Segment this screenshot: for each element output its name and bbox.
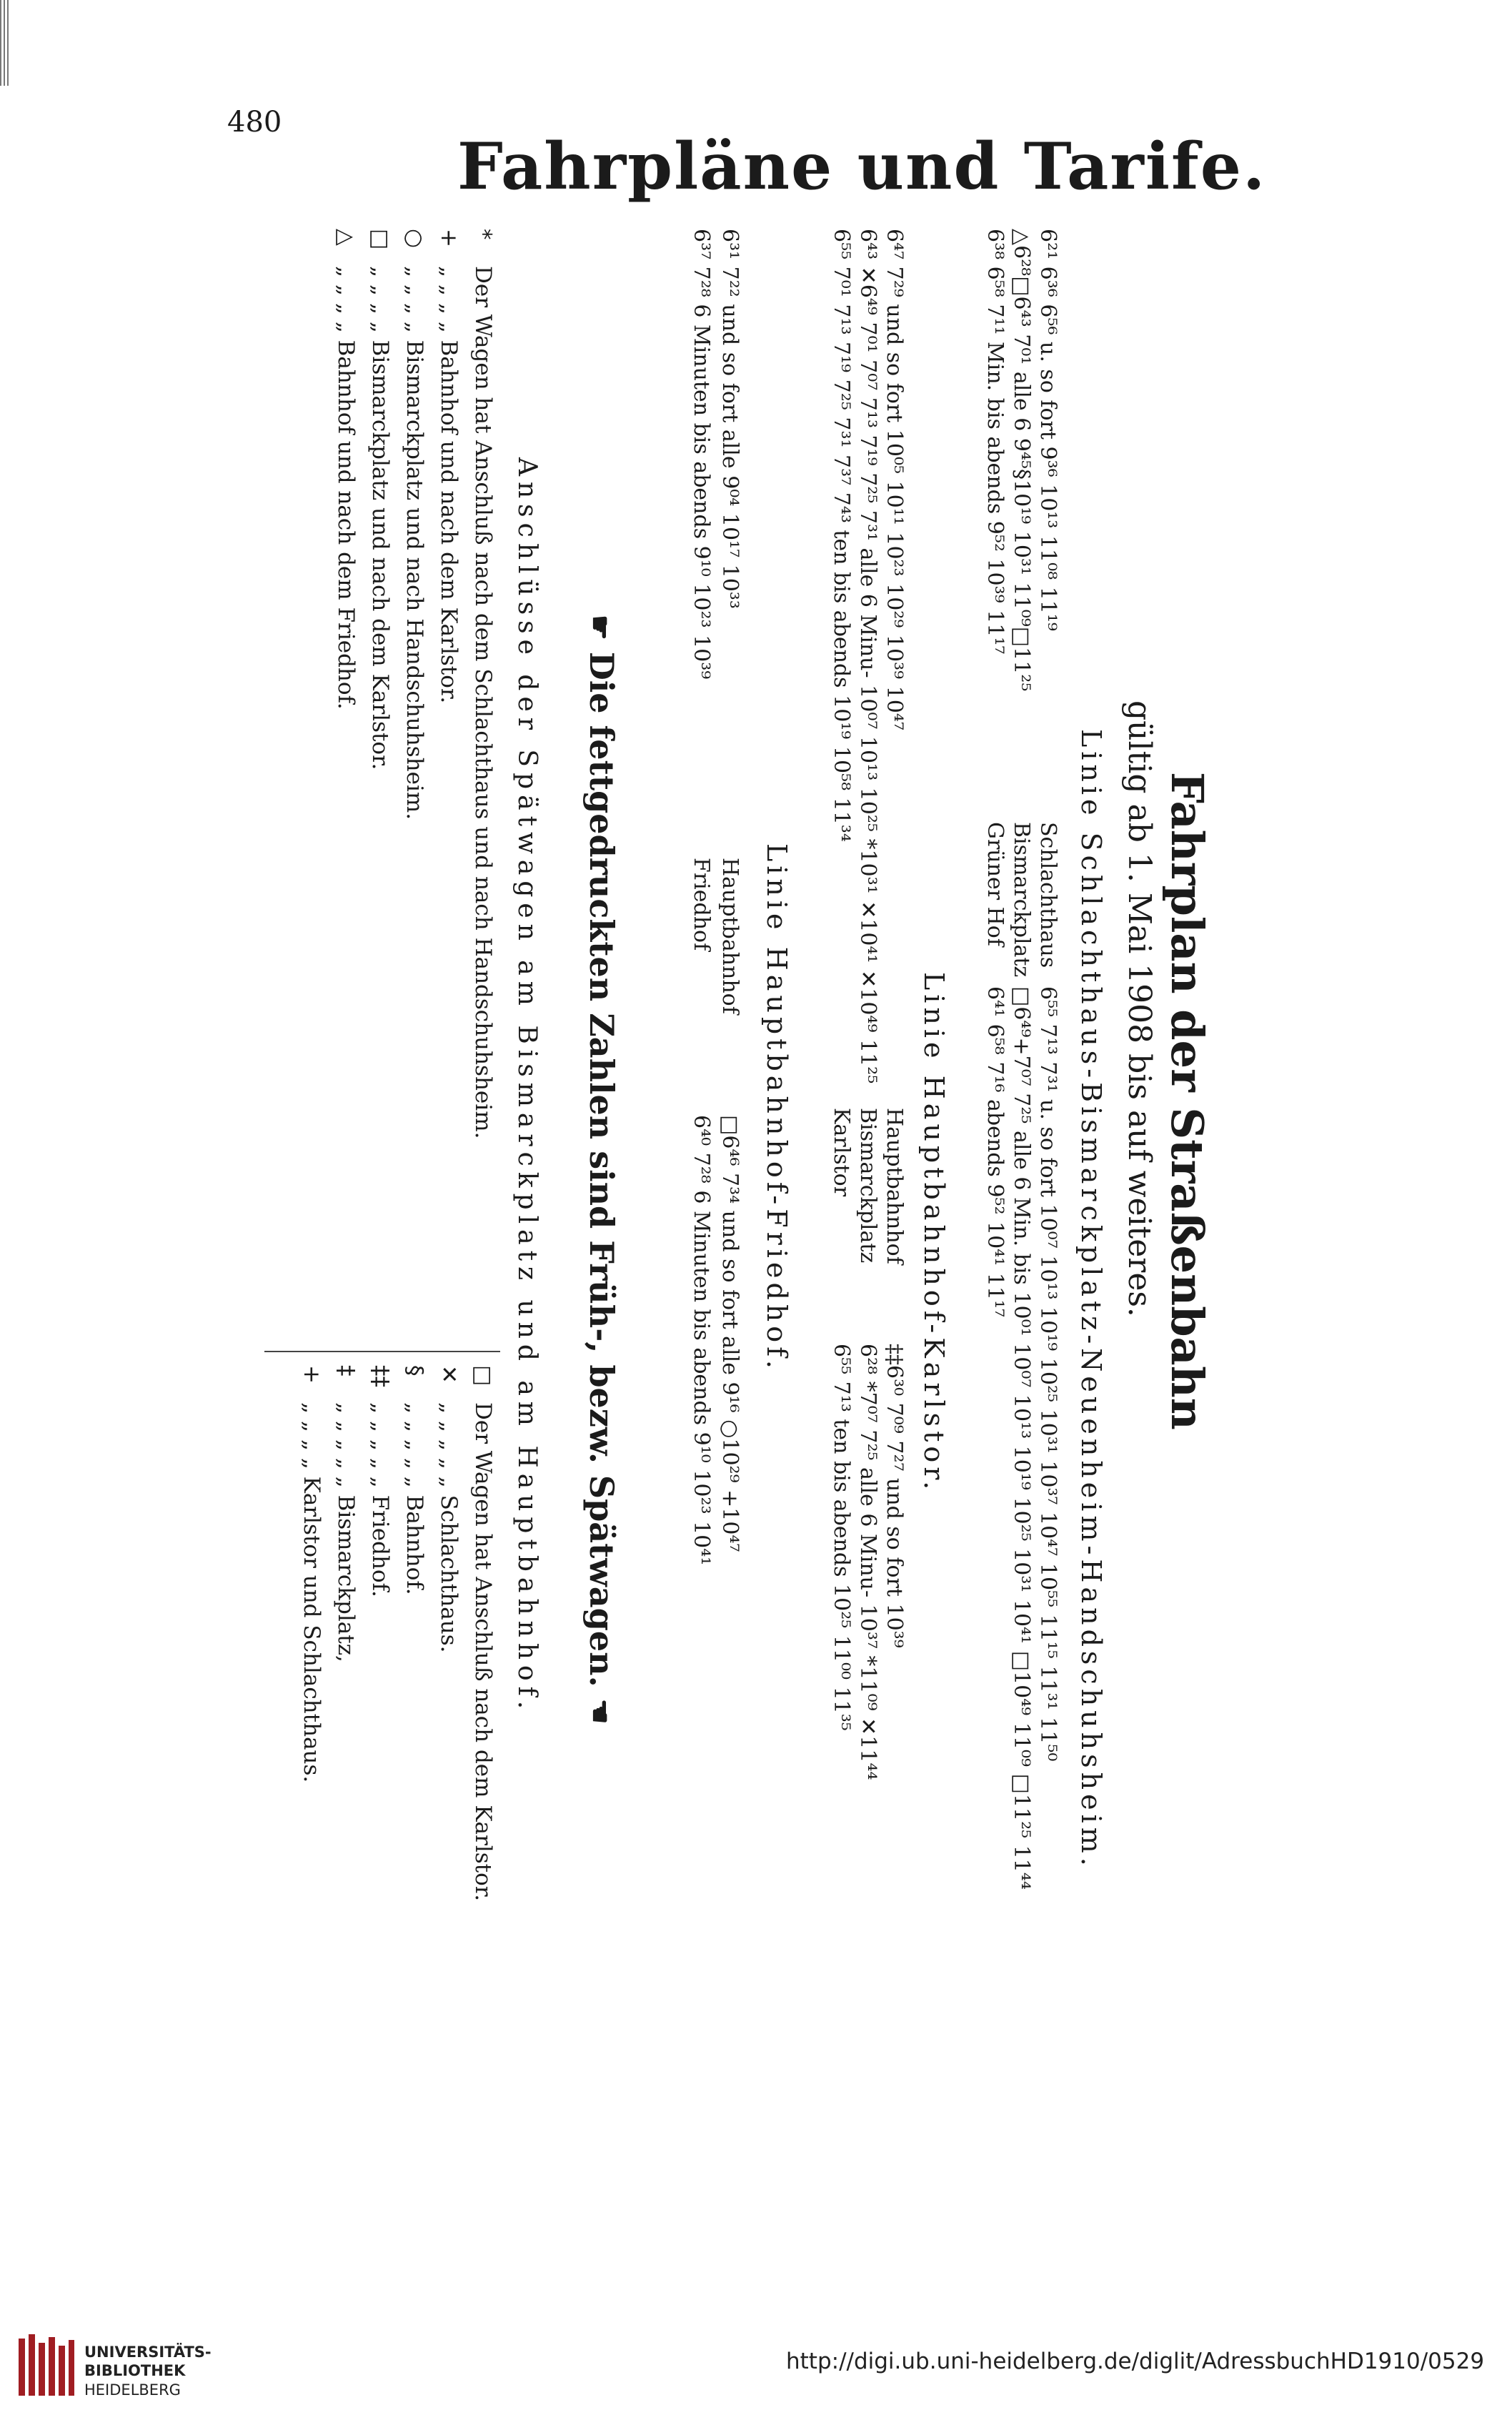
line2-station-1: Hauptbahnhof: [882, 1108, 907, 1264]
legend-item: [397, 1365, 432, 1901]
line2-row-right-3: 6⁵⁵ 7¹³ ten bis abends 10²⁵ 11⁰⁰ 11³⁵: [829, 1344, 854, 1731]
library-name-line: UNIVERSITÄTS-: [84, 2344, 212, 2361]
legend-item: [466, 229, 500, 1139]
page-title: Fahrpläne und Tarife.: [457, 129, 1267, 204]
line1-station-2: Bismarckplatz: [1009, 822, 1034, 978]
line1-row-left-2: △6²⁸□6⁴³ 7⁰¹ alle 6 9⁴⁵§10¹⁹ 10³¹ 11⁰⁹□11²⁵: [1009, 229, 1034, 692]
line1-row-left-3: 6³⁸ 6⁵⁸ 7¹¹ Min. bis abends 9⁵² 10³⁹ 11¹⁷: [983, 229, 1008, 655]
line1-station-3: Grüner Hof: [983, 822, 1008, 946]
line2-row-left-2: 6⁴³ ✕6⁴⁹ 7⁰¹ 7⁰⁷ 7¹³ 7¹⁹ 7²⁵ 7³¹ alle 6 Minu- 10⁰⁷ 10¹³ 10²⁵ *10³¹ ✕10⁴¹ ✕10⁴⁹ 11²⁵: [855, 229, 880, 1084]
legend-item: [432, 229, 466, 1139]
legend-symbol: ✕: [435, 1365, 462, 1384]
legend-item: [466, 1365, 500, 1901]
pointing-hand-icon: ☚: [583, 1698, 617, 1725]
source-url-link[interactable]: http://digi.ub.uni-heidelberg.de/diglit/AdressbuchHD1910/0529: [786, 2349, 1485, 2374]
library-name-line: BIBLIOTHEK: [84, 2362, 186, 2380]
university-seal-logo: [14, 2331, 77, 2403]
legend-symbol: +: [298, 1365, 324, 1384]
line3-station-2: Friedhof: [689, 858, 714, 951]
line2-row-left-3: 6⁵⁵ 7⁰¹ 7¹³ 7¹⁹ 7²⁵ 7³¹ 7³⁷ 7⁴³ ten bis abends 10¹⁹ 10⁵⁸ 11³⁴: [829, 229, 854, 842]
timetable-rotated-block: [257, 229, 1215, 2216]
legend-symbol: □: [470, 1365, 496, 1387]
line1-station-1: Schlachthaus: [1035, 822, 1060, 968]
legend-text: „ „ „ „ „ Friedhof.: [367, 1402, 393, 1597]
validity-note: gültig ab 1. Mai 1908 bis auf weiteres.: [1121, 700, 1158, 1317]
legend-divider: [264, 1351, 500, 1352]
legend-item: [294, 1365, 329, 1901]
legend-item: [363, 1365, 397, 1901]
legend-symbol: △: [332, 229, 359, 246]
scan-edge-artifact: [0, 0, 10, 86]
legend-symbol: ○: [401, 229, 427, 249]
legend-text: „ „ „ „ Bismarckplatz und nach Handschuhsheim.: [401, 266, 427, 820]
legend-text: „ „ „ „ „ Bismarckplatz,: [332, 1402, 359, 1662]
library-name-line: HEIDELBERG: [84, 2381, 181, 2399]
line3-station-1: Hauptbahnhof: [717, 858, 742, 1014]
legend-symbol: *: [470, 229, 496, 240]
legend-symbol: ‡‡: [367, 1365, 393, 1387]
legend-text: „ „ „ „ „ Schlachthaus.: [435, 1402, 462, 1653]
line1-row-left-1: 6²¹ 6³⁶ 6⁵⁶ u. so fort 9³⁶ 10¹³ 11⁰⁸ 11¹⁹: [1035, 229, 1060, 631]
line3-row-right-2: 6⁴⁰ 7²⁸ 6 Minuten bis abends 9¹⁰ 10²³ 10⁴¹: [689, 1115, 714, 1566]
line-heading-1: Linie Schlachthaus-Bismarckplatz-Neuenheim-Handschuhsheim.: [1075, 729, 1107, 1870]
line1-row-right-2: □6⁴⁹+7⁰⁷ 7²⁵ alle 6 Min. bis 10⁰¹ 10⁰⁷ 10¹³ 10¹⁹ 10²⁵ 10³¹ 10⁴¹ □10⁴⁹ 11⁰⁹ □11²⁵ 11⁴⁴: [1009, 986, 1034, 1890]
legend-symbol: □: [367, 229, 393, 250]
legend-item: [397, 229, 432, 1139]
legend-right: [294, 1365, 500, 1901]
line3-row-left-1: 6³¹ 7²² und so fort alle 9⁰⁴ 10¹⁷ 10³³: [717, 229, 742, 609]
legend-text: „ „ „ „ Karlstor und Schlachthaus.: [298, 1402, 324, 1783]
legend-symbol: ‡: [332, 1365, 359, 1377]
line2-station-2: Bismarckplatz: [855, 1108, 880, 1264]
line2-row-right-2: 6²⁸ *7⁰⁷ 7²⁵ alle 6 Minu- 10³⁷ *11⁰⁹ ✕11⁴⁴: [855, 1344, 880, 1780]
line-heading-3: Linie Hauptbahnhof-Friedhof.: [761, 843, 792, 1373]
legend-text: Der Wagen hat Anschluß nach dem Schlachthaus und nach Handschuhsheim.: [470, 266, 496, 1139]
legend-text: „ „ „ „ Bismarckplatz und nach dem Karlstor.: [367, 266, 393, 770]
page-number: 480: [227, 106, 282, 139]
legend-symbol: §: [401, 1365, 427, 1377]
legend-text: Der Wagen hat Anschluß nach dem Karlstor.: [470, 1402, 496, 1902]
legend-symbol: +: [435, 229, 462, 247]
line2-row-right-1: ‡‡6³⁰ 7⁰⁹ 7²⁷ und so fort 10³⁹: [882, 1344, 907, 1648]
library-name: [84, 2343, 212, 2399]
legend-text: „ „ „ „ Bahnhof und nach dem Friedhof.: [332, 266, 359, 710]
legend-text: „ „ „ „ Bahnhof und nach dem Karlstor.: [435, 266, 462, 704]
bold-numbers-note: [581, 615, 622, 1724]
timetable-heading: Fahrplan der Straßenbahn: [1161, 772, 1213, 1430]
line1-row-right-3: 6⁴¹ 6⁵⁸ 7¹⁶ abends 9⁵² 10⁴¹ 11¹⁷: [983, 986, 1008, 1317]
line2-station-3: Karlstor: [829, 1108, 854, 1197]
line-heading-2: Linie Hauptbahnhof-Karlstor.: [918, 972, 950, 1494]
line1-row-right-1: 6⁵⁵ 7¹³ 7³¹ u. so fort 10⁰⁷ 10¹³ 10¹⁹ 10²⁵ 10³¹ 10³⁷ 10⁴⁷ 10⁵⁵ 11¹⁵ 11³¹ 11⁵⁰: [1035, 986, 1060, 1762]
legend-item: [363, 229, 397, 1139]
line3-row-left-2: 6³⁷ 7²⁸ 6 Minuten bis abends 9¹⁰ 10²³ 10³⁹: [689, 229, 714, 680]
connections-heading: Anschlüsse der Spätwagen am Bismarckplatz und am Hauptbahnhof.: [512, 457, 542, 1715]
legend-item: [432, 1365, 466, 1901]
line2-row-left-1: 6⁴⁷ 7²⁹ und so fort 10⁰⁵ 10¹¹ 10²³ 10²⁹ 10³⁹ 10⁴⁷: [882, 229, 907, 730]
line3-row-right-1: □6⁴⁶ 7³⁴ und so fort alle 9¹⁶ ○10²⁹ +10⁴⁷: [717, 1115, 742, 1552]
legend-left: [329, 229, 500, 1139]
bold-note-text: Die fettgedruckten Zahlen sind Früh-, bezw. Spätwagen.: [582, 651, 621, 1687]
legend-text: „ „ „ „ „ Bahnhof.: [401, 1402, 427, 1595]
legend-item: [329, 229, 363, 1139]
pointing-hand-icon: ☛: [583, 615, 617, 640]
legend-item: [329, 1365, 363, 1901]
